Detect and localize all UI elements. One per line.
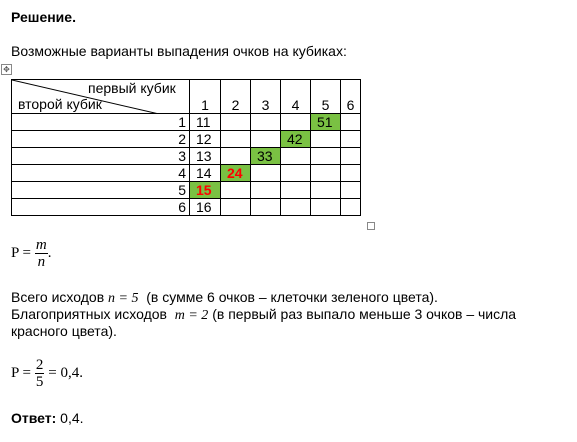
result-fraction [35, 357, 45, 390]
cell-outcome: 15 [190, 182, 221, 199]
answer-line [11, 410, 84, 426]
column-header-5: 5 [311, 80, 341, 114]
cell-outcome: 16 [190, 199, 221, 216]
column-header-6: 6 [341, 80, 361, 114]
answer-label: Ответ: [11, 410, 57, 426]
result-lhs: P = [11, 365, 31, 382]
favorable-outcomes-text: Благоприятных исходов [11, 306, 175, 322]
table-row [12, 199, 361, 216]
total-outcomes-note: (в сумме 6 очков – клеточки зеленого цвета). [138, 289, 438, 305]
formula-lhs: P = [11, 245, 31, 262]
cell-empty [281, 182, 311, 199]
cell-empty [311, 148, 341, 165]
cell-empty [221, 114, 251, 131]
fraction-denominator: n [37, 254, 46, 270]
cell-outcome-highlighted: 51 [311, 114, 341, 131]
answer-value: 0,4. [56, 410, 84, 426]
cell-empty [341, 165, 361, 182]
cell-empty [311, 199, 341, 216]
result-numerator: 2 [35, 357, 44, 373]
column-header-2: 2 [221, 80, 251, 114]
favorable-outcomes-line2: красного цвета). [11, 323, 117, 339]
cell-outcome: 14 [190, 165, 221, 182]
formula-probability [11, 237, 51, 270]
cell-empty [281, 199, 311, 216]
row-label: 6 [12, 199, 190, 216]
fraction-numerator: m [35, 237, 47, 253]
cell-empty [311, 182, 341, 199]
total-outcomes-line [11, 289, 438, 307]
cell-empty [221, 199, 251, 216]
row-label: 5 [12, 182, 190, 199]
cell-empty [251, 131, 281, 148]
cell-outcome: 11 [190, 114, 221, 131]
cell-empty [341, 114, 361, 131]
cell-empty [281, 114, 311, 131]
total-outcomes-math: n = 5 [108, 291, 139, 306]
table-row [12, 148, 361, 165]
cell-outcome-highlighted: 33 [251, 148, 281, 165]
cell-empty [221, 148, 251, 165]
cell-empty [221, 182, 251, 199]
favorable-outcomes-math: m = 2 [174, 308, 209, 323]
column-header-1: 1 [190, 80, 221, 114]
cell-empty [311, 131, 341, 148]
formula-result [11, 357, 83, 390]
total-outcomes-text: Всего исходов [11, 289, 109, 305]
table-resize-handle-icon[interactable] [367, 222, 375, 230]
formula-fraction [35, 237, 48, 270]
cell-empty [311, 165, 341, 182]
cell-empty [281, 165, 311, 182]
row-label: 3 [12, 148, 190, 165]
cell-empty [341, 182, 361, 199]
cell-empty [251, 165, 281, 182]
table-row [12, 165, 361, 182]
heading: Решение. [11, 9, 76, 25]
cell-empty [341, 148, 361, 165]
table-row [12, 131, 361, 148]
cell-outcome: 13 [190, 148, 221, 165]
favorable-outcomes-note: (в первый раз выпало меньше 3 очков – числа [208, 306, 517, 322]
cell-empty [341, 199, 361, 216]
column-header-4: 4 [281, 80, 311, 114]
table-header-row [12, 80, 361, 114]
result-tail: = 0,4. [48, 365, 83, 382]
table-corner-cell [12, 80, 190, 114]
table-row [12, 114, 361, 131]
cell-outcome: 12 [190, 131, 221, 148]
cell-empty [221, 131, 251, 148]
row-label: 4 [12, 165, 190, 182]
favorable-outcomes-line [11, 306, 516, 324]
cell-empty [281, 148, 311, 165]
cell-empty [251, 199, 281, 216]
cell-empty [251, 182, 281, 199]
cell-empty [341, 131, 361, 148]
intro-text: Возможные варианты выпадения очков на кубиках: [11, 43, 347, 59]
outcomes-table [11, 79, 361, 216]
row-label: 2 [12, 131, 190, 148]
cell-outcome-highlighted: 24 [221, 165, 251, 182]
header-second-die: второй кубик [18, 96, 102, 112]
cell-outcome-highlighted: 42 [281, 131, 311, 148]
row-label: 1 [12, 114, 190, 131]
column-header-3: 3 [251, 80, 281, 114]
table-row [12, 182, 361, 199]
table-move-handle-icon[interactable]: ✥ [1, 64, 12, 75]
formula-tail: . [47, 245, 52, 262]
cell-empty [251, 114, 281, 131]
header-first-die: первый кубик [88, 80, 176, 96]
result-denominator: 5 [35, 374, 44, 390]
